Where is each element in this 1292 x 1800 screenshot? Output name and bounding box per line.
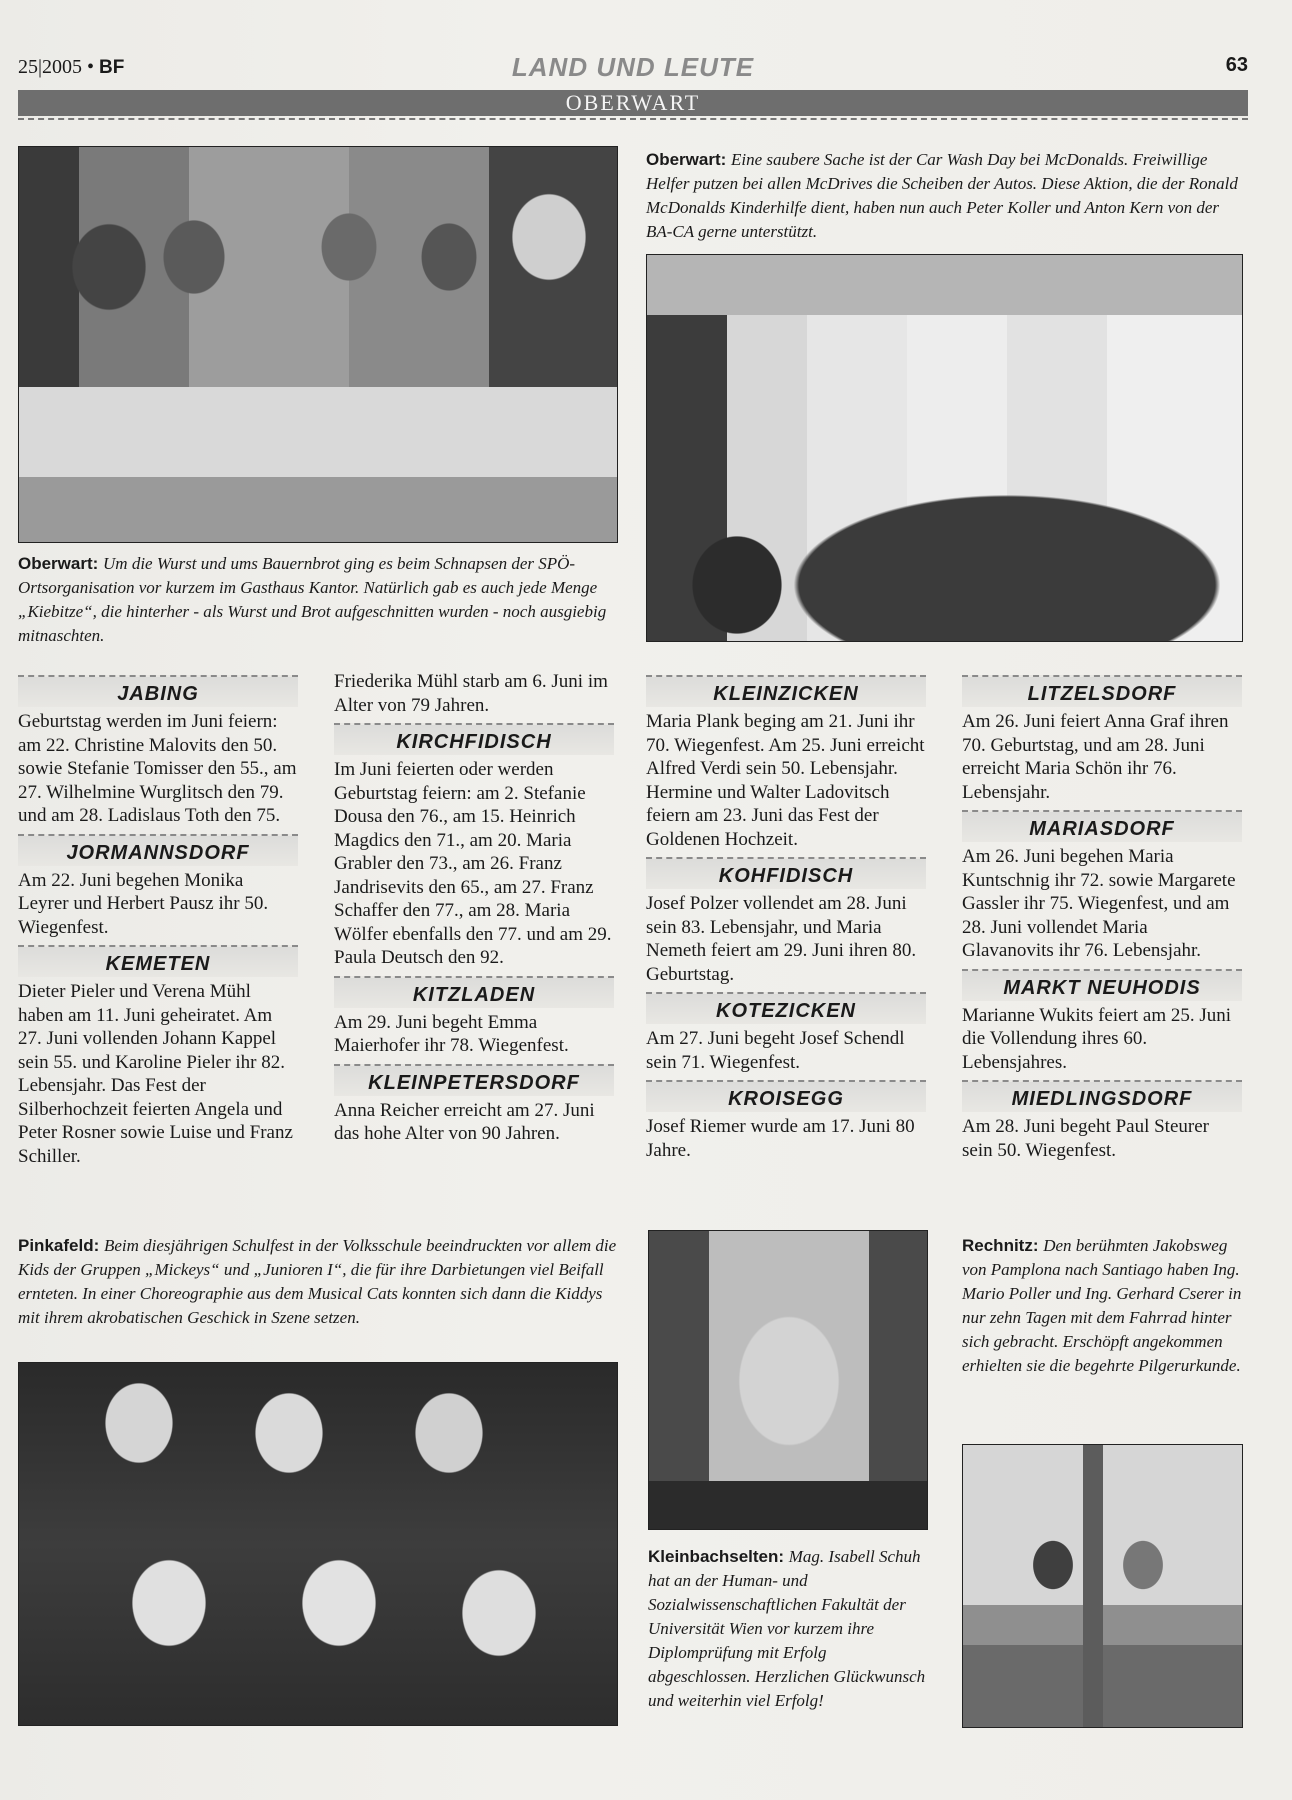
town-heading: KITZLADEN: [334, 976, 614, 1008]
notice-kroisegg: [646, 1080, 926, 1162]
town-heading: JORMANNSDORF: [18, 834, 298, 866]
caption-jakobsweg: [962, 1234, 1244, 1378]
photo-schulfest-cats: [18, 1362, 618, 1726]
notice-text: Marianne Wukits feiert am 25. Juni die Vollendung ihres 60. Lebensjahres.: [962, 1004, 1232, 1073]
notice-kotezicken: [646, 992, 926, 1074]
magazine-name: BF: [99, 57, 125, 78]
caption-text: Um die Wurst und ums Bauernbrot ging es beim Schnapsen der SPÖ-Ortsorganisation vor kurzem im Gasthaus Kantor. Natürlich gab es auch jede Menge „Kiebitze“, die hinterher - als Wurst und Brot aufgeschnitten wurden - noch ausgiebig mitnaschten.: [18, 554, 607, 645]
notice-litzelsdorf: [962, 675, 1242, 804]
notice-kemeten: [18, 945, 298, 1168]
caption-lead: Rechnitz:: [962, 1236, 1044, 1255]
caption-car-wash: [646, 148, 1246, 244]
notice-text: Am 27. Juni begeht Josef Schendl sein 71. Wiegenfest.: [646, 1028, 905, 1073]
notices-column-1: [18, 675, 298, 1174]
notice-text: Am 28. Juni begeht Paul Steurer sein 50. Wiegenfest.: [962, 1116, 1209, 1161]
page-header: [18, 52, 1248, 86]
town-heading: KLEINPETERSDORF: [334, 1064, 614, 1096]
photo-schnapsen: [18, 146, 618, 543]
notice-text: Anna Reicher erreicht am 27. Juni das hohe Alter von 90 Jahren.: [334, 1099, 595, 1144]
notice-miedlingsdorf: [962, 1080, 1242, 1162]
notices-column-2: [334, 670, 614, 1152]
town-heading: LITZELSDORF: [962, 675, 1242, 707]
notice-text: Am 29. Juni begeht Emma Maierhofer ihr 78. Wiegenfest.: [334, 1011, 569, 1056]
notice-text: Josef Polzer vollendet am 28. Juni sein 83. Lebensjahr, und Maria Nemeth feiert am 29. Juni ihren 80. Geburtstag.: [646, 893, 917, 985]
town-heading: JABING: [18, 675, 298, 707]
town-heading: MARKT NEUHODIS: [962, 969, 1242, 1001]
notice-markt-neuhodis: [962, 969, 1242, 1075]
caption-text: Beim diesjährigen Schulfest in der Volksschule beeindruckten vor allem die Kids der Gruppen „Mickeys“ und „Junioren I“, die für ihre Darbietungen viel Beifall ernteten. In einer Choreographie aus dem Musical Cats konnten sich dann die Kiddys mit ihrem akrobatischen Geschick in Szene setzen.: [18, 1236, 617, 1327]
notice-text: Im Juni feierten oder werden Geburtstag feiern: am 2. Stefanie Dousa den 76., am 15. Heinrich Magdics den 71., am 20. Maria Grabler den 73., am 26. Franz Jandrisevits den 65., am 27. Franz Schaffer den 77., am 28. Maria Wölfer ebenfalls den 77. und am 29. Paula Deutsch den 92.: [334, 759, 612, 968]
notice-text: Friederika Mühl starb am 6. Juni im Alter von 79 Jahren.: [334, 671, 608, 716]
caption-schnapsen: [18, 552, 618, 648]
notice-text: Maria Plank beging am 21. Juni ihr 70. Wiegenfest. Am 25. Juni erreicht Alfred Verdi sein 50. Lebensjahr. Hermine und Walter Ladovitsch feiern am 23. Juni das Fest der Goldenen Hochzeit.: [646, 711, 925, 850]
notice-text: Dieter Pieler und Verena Mühl haben am 11. Juni geheiratet. Am 27. Juni vollenden Johann Kappel sein 55. und Karoline Pieler ihr 82. Lebensjahr. Das Fest der Silberhochzeit feierten Angela und Peter Rosner sowie Luise und Franz Schiller.: [18, 981, 293, 1167]
town-heading: KOHFIDISCH: [646, 857, 926, 889]
town-heading: KLEINZICKEN: [646, 675, 926, 707]
town-heading: MIEDLINGSDORF: [962, 1080, 1242, 1112]
header-divider: [18, 118, 1248, 120]
notices-column-3: [646, 675, 926, 1168]
caption-lead: Oberwart:: [18, 554, 104, 573]
notice-jabing: [18, 675, 298, 828]
notice-kohfidisch: [646, 857, 926, 986]
town-heading: KIRCHFIDISCH: [334, 723, 614, 755]
photo-portrait: [648, 1230, 928, 1530]
notice-jormannsdorf: [18, 834, 298, 940]
notices-column-4: [962, 675, 1242, 1168]
section-title: LAND UND LEUTE: [511, 52, 755, 82]
caption-text: Mag. Isabell Schuh hat an der Human- und Sozialwissenschaftlichen Fakultät der Universität Wien vor kurzem ihre Diplomprüfung mit Erfolg abgeschlossen. Herzlichen Glückwunsch und weiterhin viel Erfolg!: [648, 1547, 926, 1710]
caption-lead: Pinkafeld:: [18, 1236, 104, 1255]
notice-text: Geburtstag werden im Juni feiern: am 22. Christine Malovits den 50. sowie Stefanie Tomisser den 55., am 27. Wilhelmine Wurglitsch den 79. und am 28. Ladislaus Toth den 75.: [18, 711, 297, 826]
notice-kleinzicken: [646, 675, 926, 851]
photo-jakobsweg: [962, 1444, 1243, 1728]
caption-schulfest: [18, 1234, 618, 1330]
notice-kirchfidisch: [334, 723, 614, 970]
caption-lead: Oberwart:: [646, 150, 732, 169]
notice-kleinpetersdorf: [334, 1064, 614, 1146]
notice-kitzladen: [334, 976, 614, 1058]
caption-lead: Kleinbachselten:: [648, 1547, 789, 1566]
notice-text: Am 22. Juni begehen Monika Leyrer und Herbert Pausz ihr 50. Wiegenfest.: [18, 869, 269, 938]
page-number: 63: [1225, 54, 1248, 76]
town-heading: MARIASDORF: [962, 810, 1242, 842]
caption-text: Den berühmten Jakobsweg von Pamplona nach Santiago haben Ing. Mario Poller und Ing. Gerhard Cserer in nur zehn Tagen mit dem Fahrrad hinter sich gebracht. Erschöpft angekommen erhielten sie die begehrte Pilgerurkunde.: [962, 1236, 1242, 1375]
notice-mariasdorf: [962, 810, 1242, 963]
caption-text: Eine saubere Sache ist der Car Wash Day bei McDonalds. Freiwillige Helfer putzen bei allen McDrives die Scheiben der Autos. Diese Aktion, die der Ronald McDonalds Kinderhilfe dient, haben nun auch Peter Koller und Anton Kern von der BA-CA gerne unterstützt.: [646, 150, 1238, 241]
town-heading: KEMETEN: [18, 945, 298, 977]
caption-diplom: [648, 1545, 930, 1713]
town-heading: KROISEGG: [646, 1080, 926, 1112]
notice-text: Am 26. Juni begehen Maria Kuntschnig ihr 72. sowie Margarete Gassler ihr 75. Wiegenfest, und am 28. Juni vollendet Maria Glavanovits ihr 76. Lebensjahr.: [962, 846, 1236, 961]
issue-number: 25|2005 •: [18, 56, 95, 78]
notice-text: Am 26. Juni feiert Anna Graf ihren 70. Geburtstag, und am 28. Juni erreicht Maria Schön ihr 76. Lebensjahr.: [962, 711, 1229, 803]
region-banner: OBERWART: [18, 90, 1248, 116]
notice-text: Josef Riemer wurde am 17. Juni 80 Jahre.: [646, 1116, 915, 1161]
town-heading: KOTEZICKEN: [646, 992, 926, 1024]
photo-car-wash: [646, 254, 1243, 642]
